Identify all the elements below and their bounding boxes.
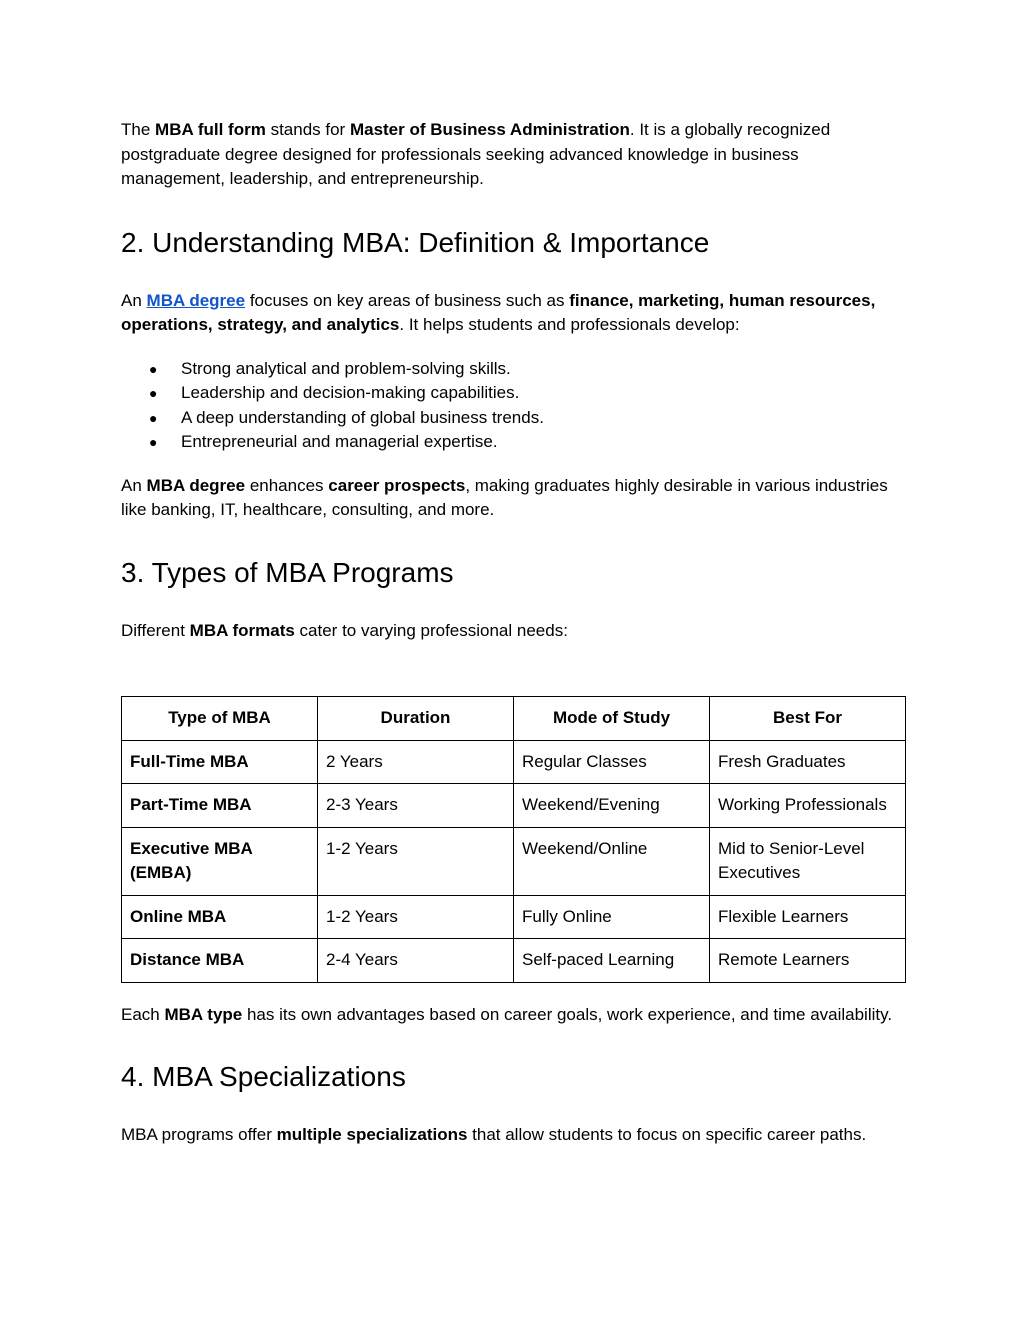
mba-degree-link[interactable]: MBA degree: [146, 290, 246, 310]
intro-paragraph: The MBA full form stands for Master of Business Administration. It is a globally recognized postgraduate degree designed for professionals seeking advanced knowledge in business management, leadership, and entrepreneurship.: [121, 120, 831, 188]
table-cell-best-for: Working Professionals: [710, 784, 906, 828]
table-cell-duration: 1-2 Years: [318, 827, 514, 895]
table-cell-mode: Fully Online: [514, 895, 710, 939]
table-cell-mode: Weekend/Online: [514, 827, 710, 895]
table-row: [122, 827, 906, 895]
table-header-row: [122, 697, 906, 741]
skills-bullet-list: [121, 357, 911, 455]
table-cell-mode: Weekend/Evening: [514, 784, 710, 828]
section-2-paragraph-2: An MBA degree enhances career prospects, making graduates highly desirable in various industries like banking, IT, healthcare, consulting, and more.: [121, 475, 888, 519]
bullet-icon: ●: [149, 360, 158, 377]
document-page: [121, 118, 911, 1148]
section-3-paragraph-1: Different MBA formats cater to varying professional needs:: [121, 620, 568, 640]
section-2-heading: 2. Understanding MBA: Definition & Importance: [121, 226, 710, 258]
section-3-bold-mba-type: MBA type: [164, 1004, 243, 1024]
table-cell-mode: Regular Classes: [514, 740, 710, 784]
intro-bold-mba-full-form: MBA full form: [155, 120, 266, 139]
mba-types-table: [121, 696, 906, 983]
table-cell-type: Part-Time MBA: [122, 784, 318, 828]
bullet-icon: ●: [149, 409, 158, 426]
intro-bold-master-of-business-administration: Master of Business Administration: [349, 120, 630, 139]
section-2-bold-mba-degree: MBA degree: [146, 475, 246, 495]
section-4-paragraph-1: MBA programs offer multiple specializations that allow students to focus on specific career paths.: [121, 1125, 867, 1144]
table-cell-duration: 2 Years: [318, 740, 514, 784]
section-3-paragraph-2: Each MBA type has its own advantages based on career goals, work experience, and time availability.: [121, 1004, 893, 1024]
table-cell-type: Online MBA: [122, 895, 318, 939]
list-item: ● A deep understanding of global business trends.: [121, 406, 911, 431]
column-header-duration: Duration: [318, 697, 514, 741]
table-row: [122, 784, 906, 828]
list-item: ● Leadership and decision-making capabilities.: [121, 381, 911, 406]
column-header-mode: Mode of Study: [514, 697, 710, 741]
column-header-type: Type of MBA: [122, 697, 318, 741]
list-item: ● Entrepreneurial and managerial expertise.: [121, 430, 911, 455]
table-cell-best-for: Flexible Learners: [710, 895, 906, 939]
list-item: ● Strong analytical and problem-solving skills.: [121, 357, 911, 382]
table-cell-duration: 2-3 Years: [318, 784, 514, 828]
section-4-bold-multiple-specializations: multiple specializations: [276, 1125, 468, 1144]
table-cell-type: Full-Time MBA: [122, 740, 318, 784]
section-3-heading: 3. Types of MBA Programs: [121, 556, 454, 588]
bullet-icon: ●: [149, 434, 158, 450]
table-cell-best-for: Mid to Senior-Level Executives: [710, 827, 906, 895]
table-cell-mode: Self-paced Learning: [514, 939, 710, 983]
section-2-paragraph-1: An MBA degree focuses on key areas of business such as finance, marketing, human resources, operations, strategy, and analytics. It helps students and professionals develop:: [121, 290, 876, 334]
section-2-bold-areas: finance, marketing, human resources, operations, strategy, and analytics: [121, 290, 876, 334]
section-2-bold-career-prospects: career prospects: [328, 475, 466, 495]
section-3-bold-mba-formats: MBA formats: [189, 620, 295, 640]
bullet-icon: ●: [149, 385, 158, 401]
table-cell-best-for: Fresh Graduates: [710, 740, 906, 784]
table-row: [122, 939, 906, 983]
table-cell-best-for: Remote Learners: [710, 939, 906, 983]
table-cell-duration: 2-4 Years: [318, 939, 514, 983]
table-row: [122, 895, 906, 939]
table-row: [122, 740, 906, 784]
section-4-heading: 4. MBA Specializations: [121, 1061, 406, 1092]
table-cell-duration: 1-2 Years: [318, 895, 514, 939]
table-cell-type: Distance MBA: [122, 939, 318, 983]
column-header-best-for: Best For: [710, 697, 906, 741]
table-cell-type: Executive MBA (EMBA): [122, 827, 318, 895]
